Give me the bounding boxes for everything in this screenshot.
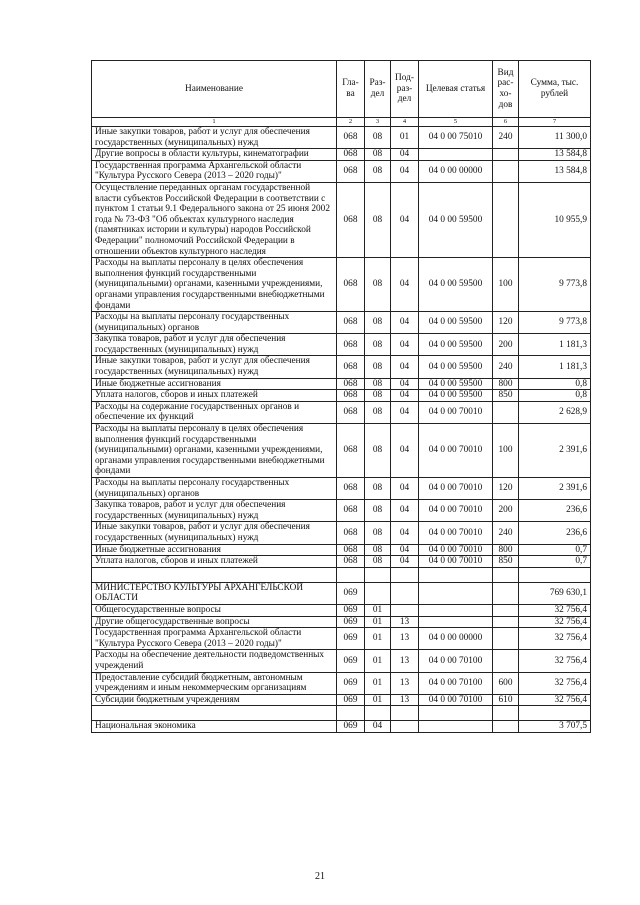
row-name: Предоставление субсидий бюджетным, автономным учреждениям и иным некоммерческим организациям bbox=[92, 672, 337, 694]
table-row bbox=[92, 672, 591, 694]
row-sum: 9 773,8 bbox=[519, 312, 591, 334]
row-sum: 0,8 bbox=[519, 378, 591, 390]
row-name: МИНИСТЕРСТВО КУЛЬТУРЫ АРХАНГЕЛЬСКОЙ ОБЛАСТИ bbox=[92, 582, 337, 604]
table-row bbox=[92, 378, 591, 390]
row-chapter: 068 bbox=[337, 356, 365, 378]
row-name: Иные бюджетные ассигнования bbox=[92, 544, 337, 556]
row-name: Расходы на выплаты персоналу государственных (муниципальных) органов bbox=[92, 312, 337, 334]
row-expense-type: 120 bbox=[493, 312, 519, 334]
row-sum: 236,6 bbox=[519, 500, 591, 522]
row-target: 04 0 00 00000 bbox=[419, 628, 493, 650]
row-chapter: 069 bbox=[337, 616, 365, 628]
row-subsection: 01 bbox=[391, 127, 419, 149]
row-target: 04 0 00 59500 bbox=[419, 356, 493, 378]
row-sum: 0,7 bbox=[519, 544, 591, 556]
row-sum: 3 707,5 bbox=[519, 721, 591, 733]
row-expense-type: 240 bbox=[493, 127, 519, 149]
row-expense-type: 850 bbox=[493, 390, 519, 402]
column-number: 6 bbox=[493, 118, 519, 127]
row-subsection: 04 bbox=[391, 424, 419, 478]
row-sum: 236,6 bbox=[519, 522, 591, 544]
table-row bbox=[92, 334, 591, 356]
row-chapter: 069 bbox=[337, 604, 365, 616]
row-expense-type: 610 bbox=[493, 694, 519, 706]
row-name: Уплата налогов, сборов и иных платежей bbox=[92, 390, 337, 402]
row-sum: 2 391,6 bbox=[519, 424, 591, 478]
header-row bbox=[92, 61, 591, 118]
table-row bbox=[92, 390, 591, 402]
row-section: 08 bbox=[365, 334, 391, 356]
row-section: 01 bbox=[365, 604, 391, 616]
row-section: 08 bbox=[365, 312, 391, 334]
row-chapter: 069 bbox=[337, 721, 365, 733]
header-subsection: Под- раз- дел bbox=[391, 61, 419, 118]
row-section: 08 bbox=[365, 182, 391, 257]
row-expense-type bbox=[493, 628, 519, 650]
row-chapter: 069 bbox=[337, 628, 365, 650]
row-section: 01 bbox=[365, 616, 391, 628]
row-section: 01 bbox=[365, 672, 391, 694]
row-subsection: 13 bbox=[391, 650, 419, 672]
table-row bbox=[92, 127, 591, 149]
column-number: 1 bbox=[92, 118, 337, 127]
row-sum: 0,7 bbox=[519, 556, 591, 568]
row-subsection: 04 bbox=[391, 378, 419, 390]
row-target bbox=[419, 567, 493, 582]
row-section: 08 bbox=[365, 160, 391, 182]
row-sum: 32 756,4 bbox=[519, 650, 591, 672]
row-sum: 1 181,3 bbox=[519, 356, 591, 378]
row-expense-type: 600 bbox=[493, 672, 519, 694]
row-section: 08 bbox=[365, 556, 391, 568]
row-chapter: 068 bbox=[337, 182, 365, 257]
blank-row bbox=[92, 706, 591, 721]
row-chapter: 068 bbox=[337, 390, 365, 402]
row-name: Закупка товаров, работ и услуг для обеспечения государственных (муниципальных) нужд bbox=[92, 500, 337, 522]
budget-table bbox=[91, 60, 591, 733]
row-expense-type bbox=[493, 721, 519, 733]
row-expense-type bbox=[493, 604, 519, 616]
row-subsection bbox=[391, 567, 419, 582]
row-subsection: 04 bbox=[391, 160, 419, 182]
row-chapter: 069 bbox=[337, 650, 365, 672]
table-row bbox=[92, 650, 591, 672]
row-target: 04 0 00 59500 bbox=[419, 258, 493, 312]
row-expense-type bbox=[493, 616, 519, 628]
table-row bbox=[92, 522, 591, 544]
row-sum: 13 584,8 bbox=[519, 149, 591, 161]
row-sum: 32 756,4 bbox=[519, 672, 591, 694]
row-sum: 32 756,4 bbox=[519, 694, 591, 706]
row-expense-type bbox=[493, 567, 519, 582]
row-section: 08 bbox=[365, 258, 391, 312]
row-target: 04 0 00 59500 bbox=[419, 182, 493, 257]
row-name bbox=[92, 567, 337, 582]
row-target: 04 0 00 59500 bbox=[419, 334, 493, 356]
table-row bbox=[92, 182, 591, 257]
row-sum: 10 955,9 bbox=[519, 182, 591, 257]
row-subsection: 13 bbox=[391, 628, 419, 650]
row-expense-type: 240 bbox=[493, 356, 519, 378]
row-name: Национальная экономика bbox=[92, 721, 337, 733]
row-target: 04 0 00 70100 bbox=[419, 694, 493, 706]
row-section: 08 bbox=[365, 378, 391, 390]
row-expense-type bbox=[493, 182, 519, 257]
row-name: Расходы на содержание государственных органов и обеспечение их функций bbox=[92, 401, 337, 423]
row-expense-type: 120 bbox=[493, 478, 519, 500]
row-section: 08 bbox=[365, 478, 391, 500]
row-sum bbox=[519, 706, 591, 721]
row-sum: 32 756,4 bbox=[519, 604, 591, 616]
row-name: Государственная программа Архангельской области "Культура Русского Севера (2013 – 2020 годы)" bbox=[92, 628, 337, 650]
table-row bbox=[92, 401, 591, 423]
row-target: 04 0 00 70010 bbox=[419, 522, 493, 544]
row-section bbox=[365, 582, 391, 604]
column-number: 2 bbox=[337, 118, 365, 127]
row-subsection: 04 bbox=[391, 312, 419, 334]
table-row bbox=[92, 616, 591, 628]
header-chapter: Гла- ва bbox=[337, 61, 365, 118]
column-number: 3 bbox=[365, 118, 391, 127]
header-target: Целевая статья bbox=[419, 61, 493, 118]
row-expense-type bbox=[493, 706, 519, 721]
row-target bbox=[419, 149, 493, 161]
row-subsection: 13 bbox=[391, 616, 419, 628]
row-subsection: 13 bbox=[391, 672, 419, 694]
row-expense-type: 200 bbox=[493, 500, 519, 522]
row-name: Иные закупки товаров, работ и услуг для обеспечения государственных (муниципальных) нужд bbox=[92, 522, 337, 544]
row-name: Общегосударственные вопросы bbox=[92, 604, 337, 616]
row-chapter: 068 bbox=[337, 149, 365, 161]
row-expense-type: 100 bbox=[493, 424, 519, 478]
row-target: 04 0 00 70010 bbox=[419, 424, 493, 478]
row-chapter: 069 bbox=[337, 582, 365, 604]
row-section: 08 bbox=[365, 500, 391, 522]
row-sum: 13 584,8 bbox=[519, 160, 591, 182]
row-sum: 0,8 bbox=[519, 390, 591, 402]
row-sum: 32 756,4 bbox=[519, 628, 591, 650]
row-subsection bbox=[391, 721, 419, 733]
row-name: Расходы на обеспечение деятельности подведомственных учреждений bbox=[92, 650, 337, 672]
row-name: Закупка товаров, работ и услуг для обеспечения государственных (муниципальных) нужд bbox=[92, 334, 337, 356]
row-name: Субсидии бюджетным учреждениям bbox=[92, 694, 337, 706]
row-chapter: 068 bbox=[337, 127, 365, 149]
row-expense-type bbox=[493, 160, 519, 182]
row-name: Иные закупки товаров, работ и услуг для обеспечения государственных (муниципальных) нужд bbox=[92, 356, 337, 378]
row-sum: 32 756,4 bbox=[519, 616, 591, 628]
row-target: 04 0 00 70010 bbox=[419, 401, 493, 423]
column-number-row bbox=[92, 118, 591, 127]
row-target bbox=[419, 604, 493, 616]
row-expense-type bbox=[493, 582, 519, 604]
row-subsection bbox=[391, 582, 419, 604]
row-subsection: 04 bbox=[391, 356, 419, 378]
row-section: 08 bbox=[365, 149, 391, 161]
row-expense-type: 850 bbox=[493, 556, 519, 568]
row-section: 01 bbox=[365, 650, 391, 672]
row-target bbox=[419, 582, 493, 604]
row-sum: 2 628,9 bbox=[519, 401, 591, 423]
column-number: 5 bbox=[419, 118, 493, 127]
row-name: Государственная программа Архангельской области "Культура Русского Севера (2013 – 2020 годы)" bbox=[92, 160, 337, 182]
row-target: 04 0 00 70100 bbox=[419, 650, 493, 672]
row-chapter: 068 bbox=[337, 378, 365, 390]
row-expense-type bbox=[493, 650, 519, 672]
row-name bbox=[92, 706, 337, 721]
row-section: 08 bbox=[365, 390, 391, 402]
row-name: Уплата налогов, сборов и иных платежей bbox=[92, 556, 337, 568]
row-chapter: 068 bbox=[337, 500, 365, 522]
column-number: 7 bbox=[519, 118, 591, 127]
row-target bbox=[419, 616, 493, 628]
row-target bbox=[419, 706, 493, 721]
table-row bbox=[92, 149, 591, 161]
row-target: 04 0 00 59500 bbox=[419, 390, 493, 402]
table-row bbox=[92, 582, 591, 604]
row-sum: 769 630,1 bbox=[519, 582, 591, 604]
row-subsection bbox=[391, 706, 419, 721]
row-chapter: 068 bbox=[337, 160, 365, 182]
table-row bbox=[92, 628, 591, 650]
table-row bbox=[92, 604, 591, 616]
row-target: 04 0 00 70010 bbox=[419, 478, 493, 500]
row-expense-type: 240 bbox=[493, 522, 519, 544]
table-body bbox=[92, 127, 591, 733]
row-section: 08 bbox=[365, 424, 391, 478]
table-row bbox=[92, 694, 591, 706]
row-subsection: 04 bbox=[391, 478, 419, 500]
row-target: 04 0 00 75010 bbox=[419, 127, 493, 149]
row-target: 04 0 00 59500 bbox=[419, 312, 493, 334]
row-chapter bbox=[337, 706, 365, 721]
row-subsection: 04 bbox=[391, 544, 419, 556]
row-name: Осуществление переданных органам государственной власти субъектов Российской Федерации в соответствии с пунктом 1 статьи 9.1 Федерального закона от 25 июня 2002 года № 73-ФЗ "Об объектах культурного наследия (памятниках истории и культуры) народов Российской Федерации" полномочий Российской Федерации в отношении объектов культурного наследия bbox=[92, 182, 337, 257]
row-section: 08 bbox=[365, 356, 391, 378]
row-name: Иные бюджетные ассигнования bbox=[92, 378, 337, 390]
row-expense-type: 200 bbox=[493, 334, 519, 356]
row-section: 01 bbox=[365, 628, 391, 650]
row-chapter: 068 bbox=[337, 424, 365, 478]
row-expense-type bbox=[493, 401, 519, 423]
row-chapter: 068 bbox=[337, 401, 365, 423]
row-expense-type bbox=[493, 149, 519, 161]
blank-row bbox=[92, 567, 591, 582]
row-expense-type: 100 bbox=[493, 258, 519, 312]
table-row bbox=[92, 356, 591, 378]
table-row bbox=[92, 424, 591, 478]
column-number: 4 bbox=[391, 118, 419, 127]
row-subsection: 04 bbox=[391, 556, 419, 568]
row-chapter: 069 bbox=[337, 672, 365, 694]
row-section: 08 bbox=[365, 127, 391, 149]
row-subsection: 04 bbox=[391, 258, 419, 312]
row-subsection: 04 bbox=[391, 522, 419, 544]
row-name: Расходы на выплаты персоналу в целях обеспечения выполнения функций государственными (муниципальными) органами, казенными учреждениями, органами управления государственными внебюджетными фондами bbox=[92, 424, 337, 478]
row-chapter: 069 bbox=[337, 694, 365, 706]
row-sum: 1 181,3 bbox=[519, 334, 591, 356]
row-target: 04 0 00 59500 bbox=[419, 378, 493, 390]
row-name: Другие вопросы в области культуры, кинематографии bbox=[92, 149, 337, 161]
table-row bbox=[92, 500, 591, 522]
row-subsection: 04 bbox=[391, 334, 419, 356]
row-sum: 2 391,6 bbox=[519, 478, 591, 500]
header-section: Раз- дел bbox=[365, 61, 391, 118]
row-target: 04 0 00 70010 bbox=[419, 556, 493, 568]
row-target: 04 0 00 70010 bbox=[419, 500, 493, 522]
row-subsection bbox=[391, 604, 419, 616]
header-sum: Сумма, тыс. рублей bbox=[519, 61, 591, 118]
table-row bbox=[92, 721, 591, 733]
row-target: 04 0 00 70010 bbox=[419, 544, 493, 556]
row-chapter: 068 bbox=[337, 544, 365, 556]
row-section: 08 bbox=[365, 522, 391, 544]
row-chapter: 068 bbox=[337, 312, 365, 334]
table-row bbox=[92, 312, 591, 334]
row-chapter: 068 bbox=[337, 478, 365, 500]
row-subsection: 04 bbox=[391, 401, 419, 423]
row-expense-type: 800 bbox=[493, 378, 519, 390]
header-expense-type: Вид рас- хо- дов bbox=[493, 61, 519, 118]
row-target: 04 0 00 00000 bbox=[419, 160, 493, 182]
row-sum: 9 773,8 bbox=[519, 258, 591, 312]
row-chapter bbox=[337, 567, 365, 582]
row-sum bbox=[519, 567, 591, 582]
table-row bbox=[92, 160, 591, 182]
row-name: Иные закупки товаров, работ и услуг для обеспечения государственных (муниципальных) нужд bbox=[92, 127, 337, 149]
row-chapter: 068 bbox=[337, 334, 365, 356]
row-name: Расходы на выплаты персоналу в целях обеспечения выполнения функций государственными (муниципальными) органами, казенными учреждениями, органами управления государственными внебюджетными фондами bbox=[92, 258, 337, 312]
row-subsection: 04 bbox=[391, 149, 419, 161]
row-subsection: 13 bbox=[391, 694, 419, 706]
row-target bbox=[419, 721, 493, 733]
table-row bbox=[92, 556, 591, 568]
row-chapter: 068 bbox=[337, 556, 365, 568]
row-subsection: 04 bbox=[391, 390, 419, 402]
table-row bbox=[92, 478, 591, 500]
row-expense-type: 800 bbox=[493, 544, 519, 556]
row-target: 04 0 00 70100 bbox=[419, 672, 493, 694]
row-subsection: 04 bbox=[391, 500, 419, 522]
row-name: Расходы на выплаты персоналу государственных (муниципальных) органов bbox=[92, 478, 337, 500]
row-section: 01 bbox=[365, 694, 391, 706]
header-name: Наименование bbox=[92, 61, 337, 118]
page-number: 21 bbox=[315, 871, 325, 882]
table-row bbox=[92, 544, 591, 556]
table-row bbox=[92, 258, 591, 312]
row-chapter: 068 bbox=[337, 258, 365, 312]
row-section: 08 bbox=[365, 544, 391, 556]
row-chapter: 068 bbox=[337, 522, 365, 544]
row-section: 04 bbox=[365, 721, 391, 733]
row-name: Другие общегосударственные вопросы bbox=[92, 616, 337, 628]
row-section: 08 bbox=[365, 401, 391, 423]
row-section bbox=[365, 567, 391, 582]
row-sum: 11 300,0 bbox=[519, 127, 591, 149]
row-section bbox=[365, 706, 391, 721]
row-subsection: 04 bbox=[391, 182, 419, 257]
